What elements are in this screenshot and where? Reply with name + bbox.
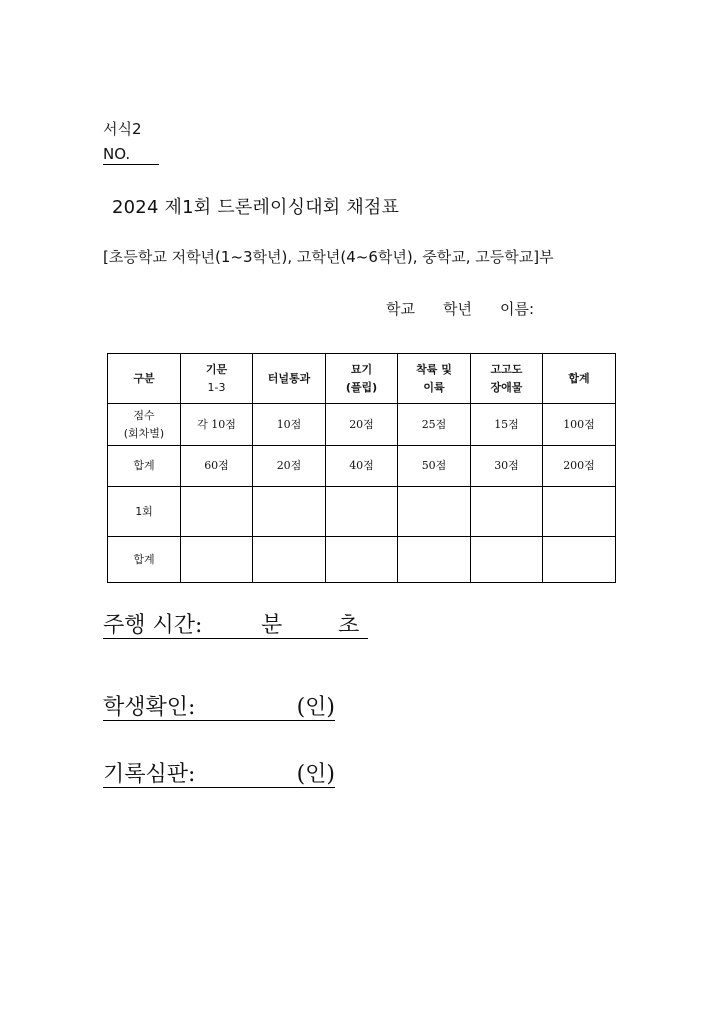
table-row [108, 487, 616, 537]
table-cell: 100점 [543, 404, 616, 446]
division-line: [초등학교 저학년(1~3학년), 고학년(4~6학년), 중학교, 고등학교]부 [103, 248, 554, 266]
table-cell: 200점 [543, 446, 616, 487]
table-cell: 25점 [398, 404, 471, 446]
table-row [108, 446, 616, 487]
page-title: 2024 제1회 드론레이싱대회 채점표 [112, 197, 400, 218]
drive-time-label: 주행 시간: [103, 613, 203, 638]
student-info [386, 298, 534, 319]
table-cell: 40점 [326, 446, 398, 487]
table-cell: 각 10점 [181, 404, 253, 446]
table-row [108, 537, 616, 583]
table-cell: 50점 [398, 446, 471, 487]
table-cell: 20점 [326, 404, 398, 446]
table-cell: 15점 [471, 404, 543, 446]
score-entry-cell[interactable] [471, 487, 543, 537]
table-header-row [108, 354, 616, 404]
row-label-sum: 합계 [108, 537, 181, 583]
judge-seal: (인) [296, 762, 335, 787]
header-high-altitude: 고고도 장애물 [471, 354, 543, 404]
table-cell: 20점 [253, 446, 326, 487]
score-entry-cell[interactable] [471, 537, 543, 583]
score-table [107, 353, 616, 583]
school-field[interactable]: 학교 [386, 300, 415, 318]
header-tunnel: 터널통과 [253, 354, 326, 404]
row-label-total: 합계 [108, 446, 181, 487]
row-label-score: 점수 (회차별) [108, 404, 181, 446]
score-entry-cell[interactable] [326, 537, 398, 583]
table-cell: 60점 [181, 446, 253, 487]
score-entry-cell[interactable] [253, 487, 326, 537]
name-field[interactable]: 이름: [499, 300, 535, 318]
seconds-unit: 초 [338, 613, 360, 638]
header-gate: 기문 1-3 [181, 354, 253, 404]
score-entry-cell[interactable] [398, 487, 471, 537]
score-entry-cell[interactable] [326, 487, 398, 537]
score-entry-cell[interactable] [181, 487, 253, 537]
score-entry-cell[interactable] [543, 537, 616, 583]
table-cell: 30점 [471, 446, 543, 487]
score-entry-cell[interactable] [253, 537, 326, 583]
score-entry-cell[interactable] [398, 537, 471, 583]
form-number-field[interactable]: NO. [103, 145, 159, 165]
score-entry-cell[interactable] [543, 487, 616, 537]
student-confirm-field[interactable] [103, 690, 335, 721]
header-total: 합계 [543, 354, 616, 404]
judge-label: 기록심판: [103, 762, 196, 787]
drive-time-field[interactable] [103, 608, 368, 639]
minutes-unit: 분 [261, 613, 283, 638]
grade-field[interactable]: 학년 [442, 300, 472, 318]
student-seal: (인) [296, 695, 335, 720]
header-category: 구분 [108, 354, 181, 404]
student-confirm-label: 학생확인: [103, 695, 196, 720]
row-label-run1: 1회 [108, 487, 181, 537]
form-id: 서식2 [103, 120, 142, 138]
header-landing: 착륙 및 이륙 [398, 354, 471, 404]
header-flip: 묘기 (플립) [326, 354, 398, 404]
table-cell: 10점 [253, 404, 326, 446]
score-entry-cell[interactable] [181, 537, 253, 583]
judge-signature-field[interactable] [103, 757, 335, 788]
table-row [108, 404, 616, 446]
